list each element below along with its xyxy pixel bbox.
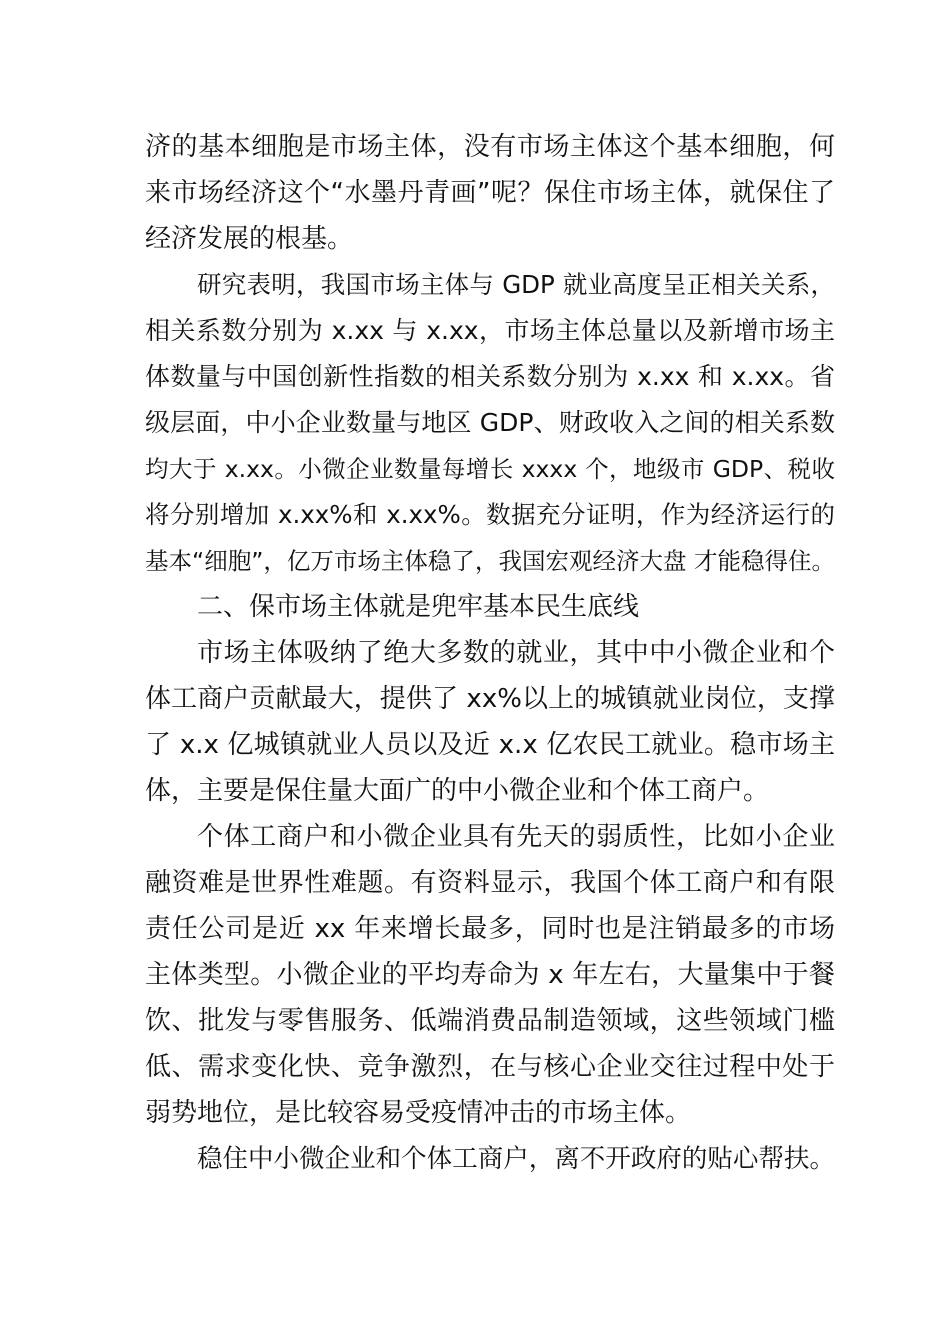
paragraph-line: 责任公司是近 xx 年来增长最多，同时也是注销最多的市场 [145, 914, 835, 944]
paragraph-line: 体工商户贡献最大，提供了 xx%以上的城镇就业岗位，支撑 [145, 684, 835, 714]
paragraph-line: 低、需求变化快、竞争激烈，在与核心企业交往过程中处于 [145, 1052, 835, 1082]
paragraph-line: 来市场经济这个“水墨丹青画”呢？保住市场主体，就保住了 [145, 178, 835, 208]
paragraph-line: 体数量与中国创新性指数的相关系数分别为 x.xx 和 x.xx。省 [145, 362, 835, 391]
paragraph-line: 融资难是世界性难题。有资料显示，我国个体工商户和有限 [145, 868, 835, 898]
paragraph-line: 饮、批发与零售服务、低端消费品制造领域，这些领域门槛 [145, 1006, 835, 1036]
paragraph-line: 体，主要是保住量大面广的中小微企业和个体工商户。 [145, 776, 770, 806]
paragraph-line: 级层面，中小企业数量与地区 GDP、财政收入之间的相关系数 [145, 408, 835, 437]
paragraph-line: 了 x.x 亿城镇就业人员以及近 x.x 亿农民工就业。稳市场主 [145, 730, 835, 760]
paragraph-line: 个体工商户和小微企业具有先天的弱质性，比如小企业 [197, 822, 835, 852]
paragraph-line: 主体类型。小微企业的平均寿命为 x 年左右，大量集中于餐 [145, 960, 835, 990]
paragraph-line: 基本“细胞”，亿万市场主体稳了，我国宏观经济大盘 才能稳得住。 [145, 547, 835, 575]
paragraph-line: 研究表明，我国市场主体与 GDP 就业高度呈正相关关系， [197, 270, 835, 299]
paragraph-line: 稳住中小微企业和个体工商户，离不开政府的贴心帮扶。 [197, 1144, 835, 1174]
paragraph-line: 济的基本细胞是市场主体，没有市场主体这个基本细胞，何 [145, 132, 835, 162]
paragraph-line: 将分别增加 x.xx%和 x.xx%。数据充分证明，作为经济运行的 [145, 500, 835, 529]
paragraph-line: 经济发展的根基。 [145, 224, 354, 254]
paragraph-line: 弱势地位，是比较容易受疫情冲击的市场主体。 [145, 1098, 692, 1128]
paragraph-line: 市场主体吸纳了绝大多数的就业，其中中小微企业和个 [197, 638, 835, 668]
paragraph-line: 相关系数分别为 x.xx 与 x.xx，市场主体总量以及新增市场主 [145, 316, 835, 345]
section-heading: 二、保市场主体就是兜牢基本民生底线 [197, 592, 640, 622]
body-text [145, 124, 835, 1182]
paragraph-line: 均大于 x.xx。小微企业数量每增长 xxxx 个，地级市 GDP、税收 [145, 455, 835, 483]
